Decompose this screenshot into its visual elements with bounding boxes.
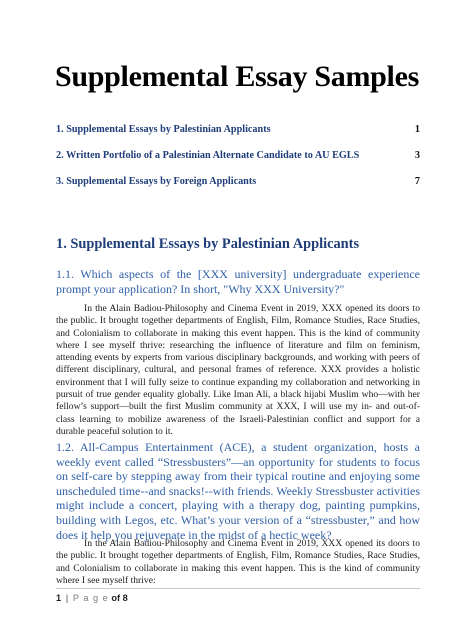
toc-entry[interactable] xyxy=(56,124,420,150)
footer-page-count: of 8 xyxy=(111,593,128,603)
answer-text: In the Alain Badiou-Philosophy and Cinema Event in 2019, XXX opened its doors to the public. It brought together departments of English, Film, Romance Studies, Race Studies, and Colonialism to collaborate in making this event happen. This is the kind of community where I see myself thrive: researching the influence of literature and film on feminism, attending events by experts from various disciplinary backgrounds, and working with peers of different disciplinary, cultural, and personal frames of reference. XXX provides a holistic environment that I will fully seize to continue expanding my collaboration and networking in pursuit of true gender equality globally. Like Iman Ali, a black hijabi Muslim who—with her fellow’s support—built the first Muslim community at XXX, I will use my in- and out-of-class learning to mobilize awareness of the Israeli-Palestinian conflict and support for a durable peaceful solution to it. xyxy=(56,303,420,437)
toc-entry-label: 3. Supplemental Essays by Foreign Applicants xyxy=(56,176,257,187)
footer-separator: | xyxy=(65,593,69,603)
toc-entry-page: 3 xyxy=(414,150,420,161)
section-heading: 1. Supplemental Essays by Palestinian Applicants xyxy=(56,236,360,252)
question-heading: 1.1. Which aspects of the [XXX university] undergraduate experience prompt your application? In short, "Why XXX University?" xyxy=(56,267,420,296)
toc-entry-page: 1 xyxy=(414,124,420,135)
document-title: Supplemental Essay Samples xyxy=(55,60,419,93)
answer-paragraph xyxy=(56,303,420,438)
toc-entry[interactable] xyxy=(56,150,420,176)
toc-entry-label: 1. Supplemental Essays by Palestinian Applicants xyxy=(56,124,271,135)
answer-paragraph xyxy=(56,538,420,587)
question-heading: 1.2. All-Campus Entertainment (ACE), a student organization, hosts a weekly event called “Stressbusters”—an opportunity for students to focus on self-care by stepping away from their typical routine and enjoying some unscheduled time--and snacks!--with friends. Weekly Stressbuster activities might include a concert, playing with a therapy dog, painting pumpkins, building with Legos, etc. What’s your version of a “stressbuster,” and how does it help you rejuvenate in the midst of a hectic week? xyxy=(56,440,420,542)
answer-text: In the Alain Badiou-Philosophy and Cinema Event in 2019, XXX opened its doors to the public. It brought together departments of English, Film, Romance Studies, Race Studies, and Colonialism to collaborate in making this event happen. This is the kind of community where I see myself thrive: xyxy=(56,538,420,586)
footer-page-word: P a g e xyxy=(72,593,109,603)
page-footer xyxy=(56,588,420,607)
table-of-contents xyxy=(56,124,420,202)
toc-entry-label: 2. Written Portfolio of a Palestinian Alternate Candidate to AU EGLS xyxy=(56,150,360,161)
toc-entry[interactable] xyxy=(56,176,420,202)
footer-page-number: 1 xyxy=(56,593,62,603)
toc-entry-page: 7 xyxy=(414,176,420,187)
